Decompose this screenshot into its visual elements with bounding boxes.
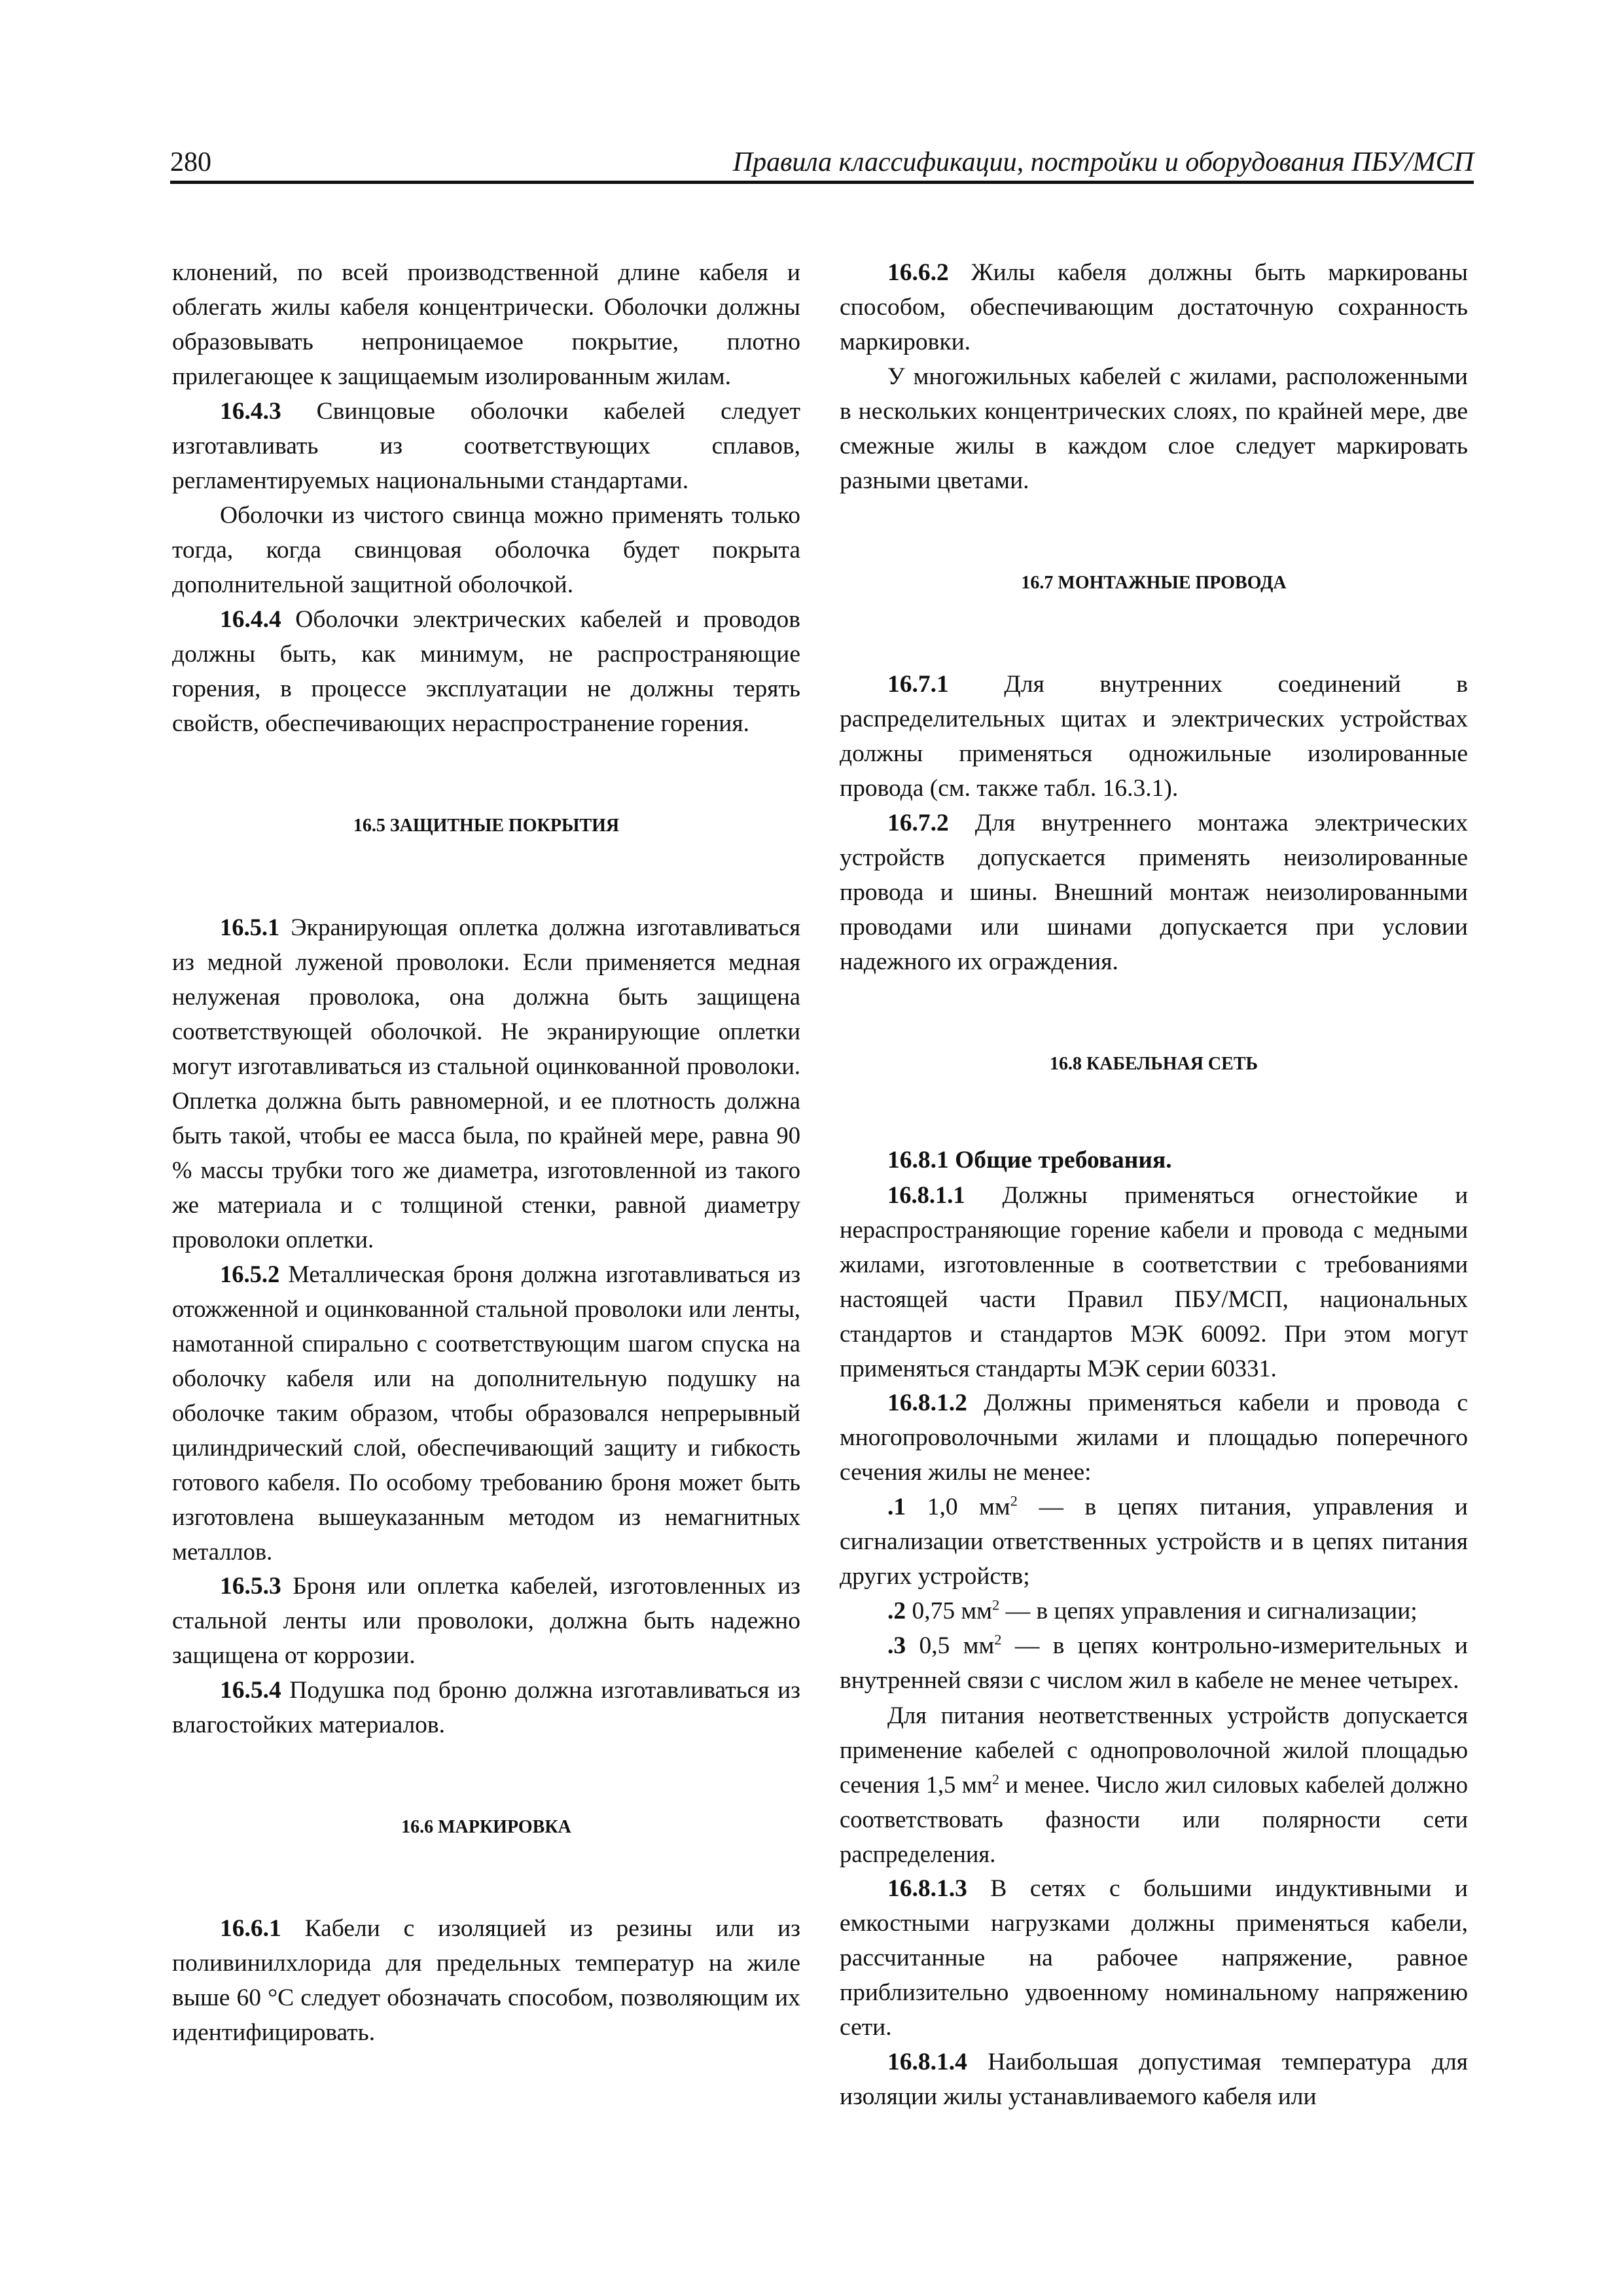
running-title: Правила классификации, постройки и оборудования ПБУ/МСП xyxy=(732,147,1474,177)
clause-text: В сетях с большими индуктивными и емкостными нагрузками должны применяться кабели, рассчитанные на рабочее напряжение, равное приблизительно удвоенному номинальному напряжению сети. xyxy=(840,1875,1468,2041)
list-item-3 xyxy=(840,1628,1468,1698)
paragraph-16-5-1 xyxy=(172,910,800,1257)
list-item-2 xyxy=(840,1594,1468,1628)
clause-text: Броня или оплетка кабелей, изготовленных из стальной ленты или проволоки, должна быть надежно защищена от коррозии. xyxy=(172,1573,800,1669)
clause-number: 16.5.4 xyxy=(220,1677,281,1704)
list-item-1 xyxy=(840,1490,1468,1594)
clause-number: 16.5.3 xyxy=(220,1573,281,1600)
superscript: 2 xyxy=(991,1596,1000,1613)
clause-text: Свинцовые оболочки кабелей следует изготавливать из соответствующих сплавов, регламентируемых национальными стандартами. xyxy=(172,398,800,494)
clause-number: 16.6.2 xyxy=(887,259,949,286)
clause-number: 16.8.1.1 xyxy=(887,1181,965,1208)
page-number: 280 xyxy=(170,147,211,177)
section-heading-16-5: 16.5 ЗАЩИТНЫЕ ПОКРЫТИЯ xyxy=(353,816,620,836)
clause-text: Металлическая броня должна изготавливаться из отожженной и оцинкованной стальной проволоки или ленты, намотанной спирально с соответствующим шагом спуска на оболочку кабеля или на дополнительную подушку на оболочке таким образом, чтобы образовался непрерывный цилиндрический слой, обеспечивающий защиту и гибкость готового кабеля. По особому требованию броня может быть изготовлена вышеуказанным методом из немагнитных металлов. xyxy=(172,1261,800,1565)
paragraph-16-8-1-3 xyxy=(840,1871,1468,2045)
item-text: 0,75 мм xyxy=(906,1598,992,1624)
clause-text: Оболочки электрических кабелей и проводов должны быть, как минимум, не распространяющие горения, в процессе эксплуатации не должны терять свойств, обеспечивающих нераспространение горения. xyxy=(172,606,800,737)
paragraph-16-8-1-4 xyxy=(840,2045,1468,2114)
item-text: — в цепях питания, управления и сигнализации ответственных устройств и в цепях питания других устройств; xyxy=(840,1494,1469,1590)
clause-text: Подушка под броню должна изготавливаться из влагостойких материалов. xyxy=(172,1677,800,1738)
paragraph-16-6-2 xyxy=(840,255,1468,359)
left-column xyxy=(172,255,800,2050)
section-heading-16-8: 16.8 КАБЕЛЬНАЯ СЕТЬ xyxy=(1049,1054,1258,1074)
clause-number: 16.7.1 xyxy=(887,671,949,698)
paragraph: клонений, по всей производственной длине кабеля и облегать жилы кабеля концентрически. Оболочки должны образовывать непроницаемое покрытие, плотно прилегающее к защищаемым изолированным жилам. xyxy=(172,259,800,390)
paragraph-text: Для питания неответственных устройств допускается применение кабелей с однопроволочной жилой площадью сечения 1,5 мм xyxy=(840,1702,1468,1798)
superscript: 2 xyxy=(992,1770,999,1787)
paragraph xyxy=(840,1698,1468,1871)
section-heading-16-6: 16.6 МАРКИРОВКА xyxy=(401,1817,571,1837)
paragraph-16-8-1-2 xyxy=(840,1386,1468,1490)
superscript: 2 xyxy=(1010,1492,1018,1509)
item-number: .2 xyxy=(887,1598,906,1624)
section-heading-16-7: 16.7 МОНТАЖНЫЕ ПРОВОДА xyxy=(1021,573,1287,593)
paragraph-16-5-2 xyxy=(172,1257,800,1569)
clause-number: 16.6.1 xyxy=(220,1915,281,1942)
item-text: 0,5 мм xyxy=(906,1632,995,1659)
clause-number: 16.8.1.4 xyxy=(887,2049,967,2075)
clause-text: Наибольшая допустимая температура для изоляции жилы устанавливаемого кабеля или xyxy=(840,2049,1468,2110)
paragraph-16-8-1-1 xyxy=(840,1177,1468,1386)
item-number: .3 xyxy=(887,1632,906,1659)
paragraph: Оболочки из чистого свинца можно применять только тогда, когда свинцовая оболочка будет покрыта дополнительной защитной оболочкой. xyxy=(172,502,800,598)
subsection-title-16-8-1: 16.8.1 Общие требования. xyxy=(887,1147,1172,1174)
paragraph-16-7-1 xyxy=(840,667,1468,806)
clause-number: 16.7.2 xyxy=(887,810,949,836)
paragraph-16-7-2 xyxy=(840,806,1468,979)
clause-number: 16.5.1 xyxy=(220,914,280,941)
clause-text: Должны применяться кабели и провода с многопроволочными жилами и площадью поперечного сечения жилы не менее: xyxy=(840,1390,1468,1486)
clause-text: Должны применяться огнестойкие и нераспространяющие горение кабели и провода с медными жилами, изготовленные в соответствии с требованиями настоящей части Правил ПБУ/МСП, национальных стандартов и стандартов МЭК 60092. При этом могут применяться стандарты МЭК серии 60331. xyxy=(840,1181,1468,1382)
paragraph-16-4-4 xyxy=(172,602,800,741)
item-text: — в цепях контрольно-измерительных и внутренней связи с числом жил в кабеле не менее четырех. xyxy=(840,1632,1468,1694)
paragraph-16-5-4 xyxy=(172,1673,800,1742)
right-column xyxy=(840,255,1468,2114)
page-header xyxy=(170,143,1474,184)
clause-text: Кабели с изоляцией из резины или из поливинилхлорида для предельных температур на жиле выше 60 °С следует обозначать способом, позволяющим их идентифицировать. xyxy=(172,1915,800,2046)
clause-text: Экранирующая оплетка должна изготавливаться из медной луженой проволоки. Если применяется медная нелуженая проволока, она должна быть защищена соответствующей оболочкой. Не экранирующие оплетки могут изготавливаться из стальной оцинкованной проволоки. Оплетка должна быть равномерной, и ее плотность должна быть такой, чтобы ее масса была, по крайней мере, равна 90 % массы трубки того же диаметра, изготовленной из такого же материала и с толщиной стенки, равной диаметру проволоки оплетки. xyxy=(172,914,800,1253)
clause-text: Жилы кабеля должны быть маркированы способом, обеспечивающим достаточную сохранность маркировки. xyxy=(840,259,1468,355)
clause-number: 16.4.4 xyxy=(220,606,281,633)
clause-number: 16.4.3 xyxy=(220,398,281,425)
superscript: 2 xyxy=(994,1631,1002,1648)
paragraph-16-6-1 xyxy=(172,1911,800,2050)
clause-number: 16.5.2 xyxy=(220,1261,280,1287)
paragraph-16-4-3 xyxy=(172,394,800,498)
clause-text: Для внутренних соединений в распределительных щитах и электрических устройствах должны применяться одножильные изолированные провода (см. также табл. 16.3.1). xyxy=(840,671,1468,802)
item-text: 1,0 мм xyxy=(906,1494,1010,1520)
item-text: — в цепях управления и сигнализации; xyxy=(999,1598,1418,1624)
clause-number: 16.8.1.2 xyxy=(887,1390,967,1416)
clause-text: Для внутреннего монтажа электрических устройств допускается применять неизолированные провода и шины. Внешний монтаж неизолированными проводами или шинами допускается при условии надежного их ограждения. xyxy=(840,810,1468,975)
paragraph-text: и менее. Число жил силовых кабелей должно соответствовать фазности или полярности сети распределения. xyxy=(840,1771,1469,1867)
clause-number: 16.8.1.3 xyxy=(887,1875,967,1902)
paragraph-16-5-3 xyxy=(172,1569,800,1673)
paragraph: У многожильных кабелей с жилами, расположенными в нескольких концентрических слоях, по крайней мере, две смежные жилы в каждом слое следует маркировать разными цветами. xyxy=(840,363,1468,494)
item-number: .1 xyxy=(887,1494,906,1520)
